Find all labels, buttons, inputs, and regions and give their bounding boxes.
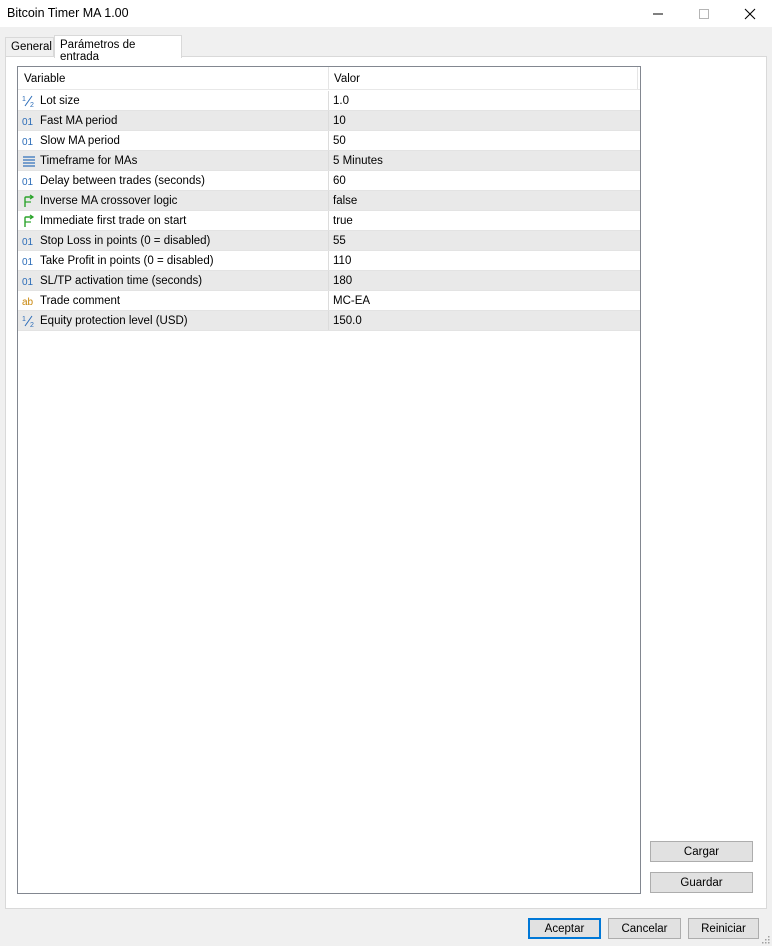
- variable-cell[interactable]: [18, 251, 328, 270]
- variable-cell[interactable]: [18, 311, 328, 330]
- variable-cell[interactable]: [18, 151, 328, 170]
- svg-text:01: 01: [22, 136, 34, 148]
- variable-cell[interactable]: [18, 111, 328, 130]
- minimize-button[interactable]: [635, 0, 681, 27]
- variable-cell[interactable]: [18, 131, 328, 150]
- table-row[interactable]: [18, 231, 640, 251]
- variable-cell[interactable]: [18, 271, 328, 290]
- table-row[interactable]: [18, 311, 640, 331]
- value-cell[interactable]: 1.0: [328, 91, 640, 110]
- grid-header: [18, 67, 640, 90]
- value-cell[interactable]: 110: [328, 251, 640, 270]
- load-button[interactable]: Cargar: [650, 841, 753, 862]
- variable-label: Fast MA period: [40, 114, 118, 127]
- value-cell[interactable]: 50: [328, 131, 640, 150]
- grid-rows: [18, 91, 640, 331]
- column-header-variable[interactable]: Variable: [24, 73, 66, 85]
- table-row[interactable]: [18, 211, 640, 231]
- value-cell[interactable]: 55: [328, 231, 640, 250]
- resize-grip-icon[interactable]: [760, 934, 770, 944]
- variable-label: Slow MA period: [40, 134, 120, 147]
- variable-label: Inverse MA crossover logic: [40, 194, 178, 207]
- svg-text:1: 1: [22, 315, 26, 323]
- variable-label: Equity protection level (USD): [40, 314, 188, 327]
- integer-icon: [22, 274, 36, 288]
- save-button[interactable]: Guardar: [650, 872, 753, 893]
- close-icon: [744, 8, 756, 20]
- integer-icon: [22, 114, 36, 128]
- variable-label: Take Profit in points (0 = disabled): [40, 254, 214, 267]
- column-header-value[interactable]: Valor: [328, 67, 638, 89]
- value-cell[interactable]: 10: [328, 111, 640, 130]
- svg-text:01: 01: [22, 276, 34, 288]
- integer-icon: [22, 234, 36, 248]
- svg-text:01: 01: [22, 116, 34, 128]
- ok-button[interactable]: Aceptar: [528, 918, 601, 939]
- maximize-icon: [698, 8, 710, 20]
- value-cell[interactable]: 60: [328, 171, 640, 190]
- integer-icon: [22, 174, 36, 188]
- parameters-grid[interactable]: [17, 66, 641, 894]
- value-cell[interactable]: true: [328, 211, 640, 230]
- variable-label: Lot size: [40, 94, 80, 107]
- table-row[interactable]: [18, 191, 640, 211]
- scrollbar[interactable]: [637, 67, 640, 89]
- variable-label: Stop Loss in points (0 = disabled): [40, 234, 211, 247]
- svg-text:01: 01: [22, 256, 34, 268]
- minimize-icon: [652, 8, 664, 20]
- tab-input-parameters[interactable]: Parámetros de entrada: [54, 35, 182, 58]
- window-title: Bitcoin Timer MA 1.00: [7, 6, 129, 20]
- svg-text:2: 2: [30, 321, 34, 328]
- table-row[interactable]: [18, 291, 640, 311]
- svg-text:01: 01: [22, 176, 34, 188]
- string-icon: [22, 294, 36, 308]
- variable-label: SL/TP activation time (seconds): [40, 274, 203, 287]
- value-cell[interactable]: MC-EA: [328, 291, 640, 310]
- table-row[interactable]: [18, 271, 640, 291]
- value-cell[interactable]: 150.0: [328, 311, 640, 330]
- integer-icon: [22, 254, 36, 268]
- variable-cell[interactable]: [18, 91, 328, 110]
- value-cell[interactable]: 5 Minutes: [328, 151, 640, 170]
- tab-general[interactable]: General: [5, 37, 54, 57]
- svg-text:ab: ab: [22, 296, 34, 308]
- title-bar: [0, 0, 772, 27]
- table-row[interactable]: [18, 151, 640, 171]
- variable-label: Immediate first trade on start: [40, 214, 187, 227]
- value-cell[interactable]: false: [328, 191, 640, 210]
- svg-text:2: 2: [30, 101, 34, 108]
- cancel-button[interactable]: Cancelar: [608, 918, 681, 939]
- reset-button[interactable]: Reiniciar: [688, 918, 759, 939]
- table-row[interactable]: [18, 251, 640, 271]
- table-row[interactable]: [18, 91, 640, 111]
- boolean-arrow-icon: [22, 214, 36, 228]
- variable-label: Timeframe for MAs: [40, 154, 138, 167]
- boolean-arrow-icon: [22, 194, 36, 208]
- variable-cell[interactable]: [18, 231, 328, 250]
- fraction-icon: [22, 94, 36, 108]
- integer-icon: [22, 134, 36, 148]
- close-button[interactable]: [727, 0, 772, 27]
- svg-text:01: 01: [22, 236, 34, 248]
- table-row[interactable]: [18, 131, 640, 151]
- variable-label: Trade comment: [40, 294, 121, 307]
- fraction-icon: [22, 314, 36, 328]
- enum-list-icon: [22, 154, 36, 168]
- table-row[interactable]: [18, 171, 640, 191]
- variable-cell[interactable]: [18, 171, 328, 190]
- table-row[interactable]: [18, 111, 640, 131]
- variable-cell[interactable]: [18, 191, 328, 210]
- variable-label: Delay between trades (seconds): [40, 174, 205, 187]
- maximize-button[interactable]: [681, 0, 727, 27]
- svg-text:1: 1: [22, 95, 26, 103]
- variable-cell[interactable]: [18, 211, 328, 230]
- tab-strip: [5, 35, 767, 63]
- variable-cell[interactable]: [18, 291, 328, 310]
- value-cell[interactable]: 180: [328, 271, 640, 290]
